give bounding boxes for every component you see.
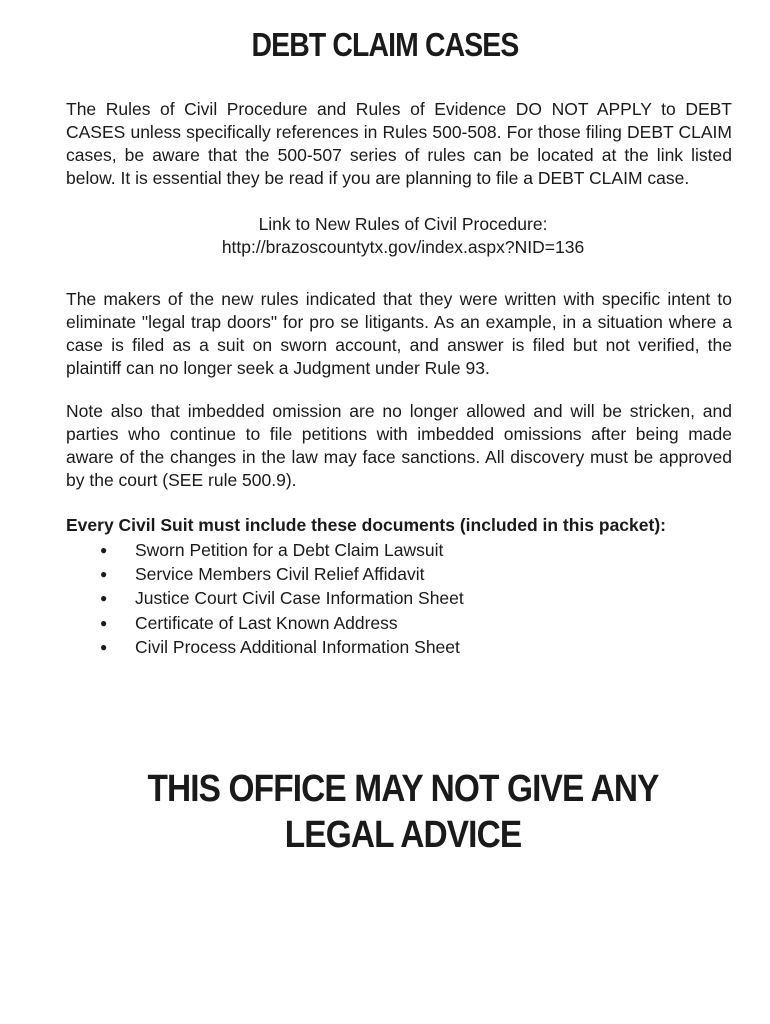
bullet-icon: ● <box>100 615 108 630</box>
list-item <box>96 538 464 562</box>
list-item <box>96 611 464 635</box>
legal-advice-notice <box>48 766 757 858</box>
list-item-label: Sworn Petition for a Debt Claim Lawsuit <box>135 540 444 560</box>
notice-line-2: LEGAL ADVICE <box>284 814 522 856</box>
list-item <box>96 586 464 610</box>
bullet-icon: ● <box>100 567 108 582</box>
list-item <box>96 562 464 586</box>
rules-intent-paragraph: The makers of the new rules indicated that they were written with specific intent to eliminate "legal trap doors" for pro se litigants. As an example, in a situation where a case is filed as a suit on sworn account, and answer is filed but not verified, the plaintiff can no longer seek a Judgment under Rule 93. <box>66 289 732 378</box>
bullet-icon: ● <box>100 639 108 654</box>
list-item-label: Service Members Civil Relief Affidavit <box>135 564 425 585</box>
bullet-icon: ● <box>100 543 108 557</box>
documents-list-heading: Every Civil Suit must include these documents (included in this packet): <box>66 515 666 535</box>
list-item-label: Justice Court Civil Case Information Sheet <box>135 588 464 609</box>
omissions-paragraph: Note also that imbedded omission are no longer allowed and will be stricken, and parties who continue to file petitions with imbedded omissions after being made aware of the changes in the law may face sanctions. All discovery must be approved by the court (SEE rule 500.9). <box>66 401 732 490</box>
page-title: DEBT CLAIM CASES <box>251 26 519 63</box>
link-label: Link to New Rules of Civil Procedure: <box>258 214 548 234</box>
rules-link[interactable]: http://brazoscountytx.gov/index.aspx?NID=136 <box>221 237 585 257</box>
required-documents-list <box>96 538 464 659</box>
notice-line-1: THIS OFFICE MAY NOT GIVE ANY <box>147 768 659 810</box>
list-item <box>96 635 464 659</box>
intro-paragraph: The Rules of Civil Procedure and Rules of Evidence DO NOT APPLY to DEBT CASES unless specifically references in Rules 500-508. For those filing DEBT CLAIM cases, be aware that the 500-507 series of rules can be located at the link listed below. It is essential they be read if you are planning to file a DEBT CLAIM case. <box>66 99 732 188</box>
bullet-icon: ● <box>100 591 108 606</box>
list-item-label: Civil Process Additional Information Sheet <box>135 636 460 657</box>
list-item-label: Certificate of Last Known Address <box>135 612 398 633</box>
